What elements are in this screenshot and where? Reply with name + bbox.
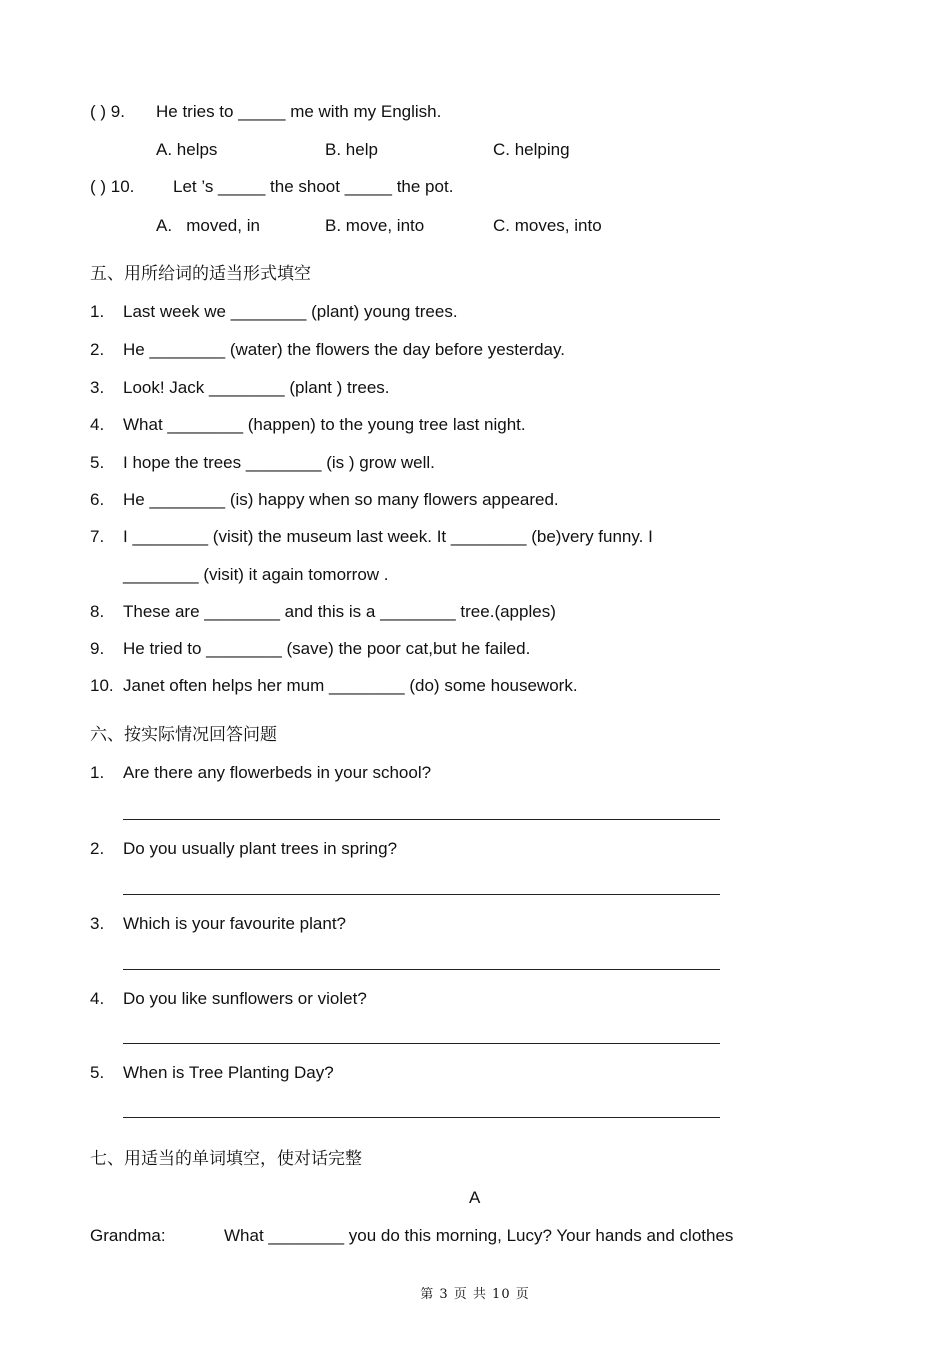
section5-heading: 五、用所给词的适当形式填空: [90, 264, 311, 284]
item-number: 3.: [90, 378, 105, 397]
item-text: He ________ (is) happy when so many flowers appeared.: [123, 490, 559, 509]
item-text: These are ________ and this is a ________ tree.(apples): [123, 602, 556, 621]
answer-line[interactable]: [123, 969, 720, 970]
item-number: 5.: [90, 453, 105, 472]
item-number: 1.: [90, 302, 105, 321]
section7-heading: 七、用适当的单词填空，使对话完整: [90, 1149, 362, 1169]
dialogue-part-label: A: [469, 1188, 481, 1207]
page-footer: 第 3 页 共 10 页: [420, 1287, 530, 1302]
question-10-prefix: ( ) 10.: [90, 177, 135, 196]
item-number: 9.: [90, 639, 105, 658]
item-text: Last week we ________ (plant) young trees.: [123, 302, 458, 321]
question-9-option-a: A. helps: [156, 140, 218, 159]
item-number: 7.: [90, 527, 105, 546]
answer-line[interactable]: [123, 819, 720, 820]
item-text: Janet often helps her mum ________ (do) some housework.: [123, 676, 578, 695]
question-9-option-c: C. helping: [493, 140, 570, 159]
dialogue-line: What ________ you do this morning, Lucy? Your hands and clothes: [224, 1226, 734, 1245]
answer-line[interactable]: [123, 894, 720, 895]
item-number: 8.: [90, 602, 105, 621]
question-text: Are there any flowerbeds in your school?: [123, 763, 432, 782]
item-number: 2.: [90, 340, 105, 359]
dialogue-speaker: Grandma:: [90, 1226, 166, 1245]
question-9-option-b: B. help: [325, 140, 378, 159]
answer-line[interactable]: [123, 1043, 720, 1044]
answer-line[interactable]: [123, 1117, 720, 1118]
item-text-continued: ________ (visit) it again tomorrow .: [123, 565, 389, 584]
item-number: 5.: [90, 1063, 105, 1082]
question-10-option-a: A. moved, in: [156, 216, 260, 235]
item-number: 3.: [90, 914, 105, 933]
question-10-option-b: B. move, into: [325, 216, 425, 235]
question-text: Which is your favourite plant?: [123, 914, 346, 933]
item-number: 6.: [90, 490, 105, 509]
item-number: 4.: [90, 989, 105, 1008]
item-text: Look! Jack ________ (plant ) trees.: [123, 378, 390, 397]
question-text: When is Tree Planting Day?: [123, 1063, 334, 1082]
item-number: 10.: [90, 676, 114, 695]
question-10-stem: Let ’s _____ the shoot _____ the pot.: [173, 177, 454, 196]
item-text: I hope the trees ________ (is ) grow well.: [123, 453, 435, 472]
item-number: 1.: [90, 763, 105, 782]
question-text: Do you usually plant trees in spring?: [123, 839, 398, 858]
section6-heading: 六、按实际情况回答问题: [90, 725, 277, 745]
item-number: 2.: [90, 839, 105, 858]
question-9-stem: He tries to _____ me with my English.: [156, 102, 442, 121]
question-10-option-c: C. moves, into: [493, 216, 602, 235]
question-text: Do you like sunflowers or violet?: [123, 989, 367, 1008]
item-text: He tried to ________ (save) the poor cat,but he failed.: [123, 639, 531, 658]
item-text: I ________ (visit) the museum last week. It ________ (be)very funny. I: [123, 527, 653, 546]
item-text: What ________ (happen) to the young tree last night.: [123, 415, 526, 434]
item-number: 4.: [90, 415, 105, 434]
item-text: He ________ (water) the flowers the day before yesterday.: [123, 340, 565, 359]
question-9-prefix: ( ) 9.: [90, 102, 125, 121]
